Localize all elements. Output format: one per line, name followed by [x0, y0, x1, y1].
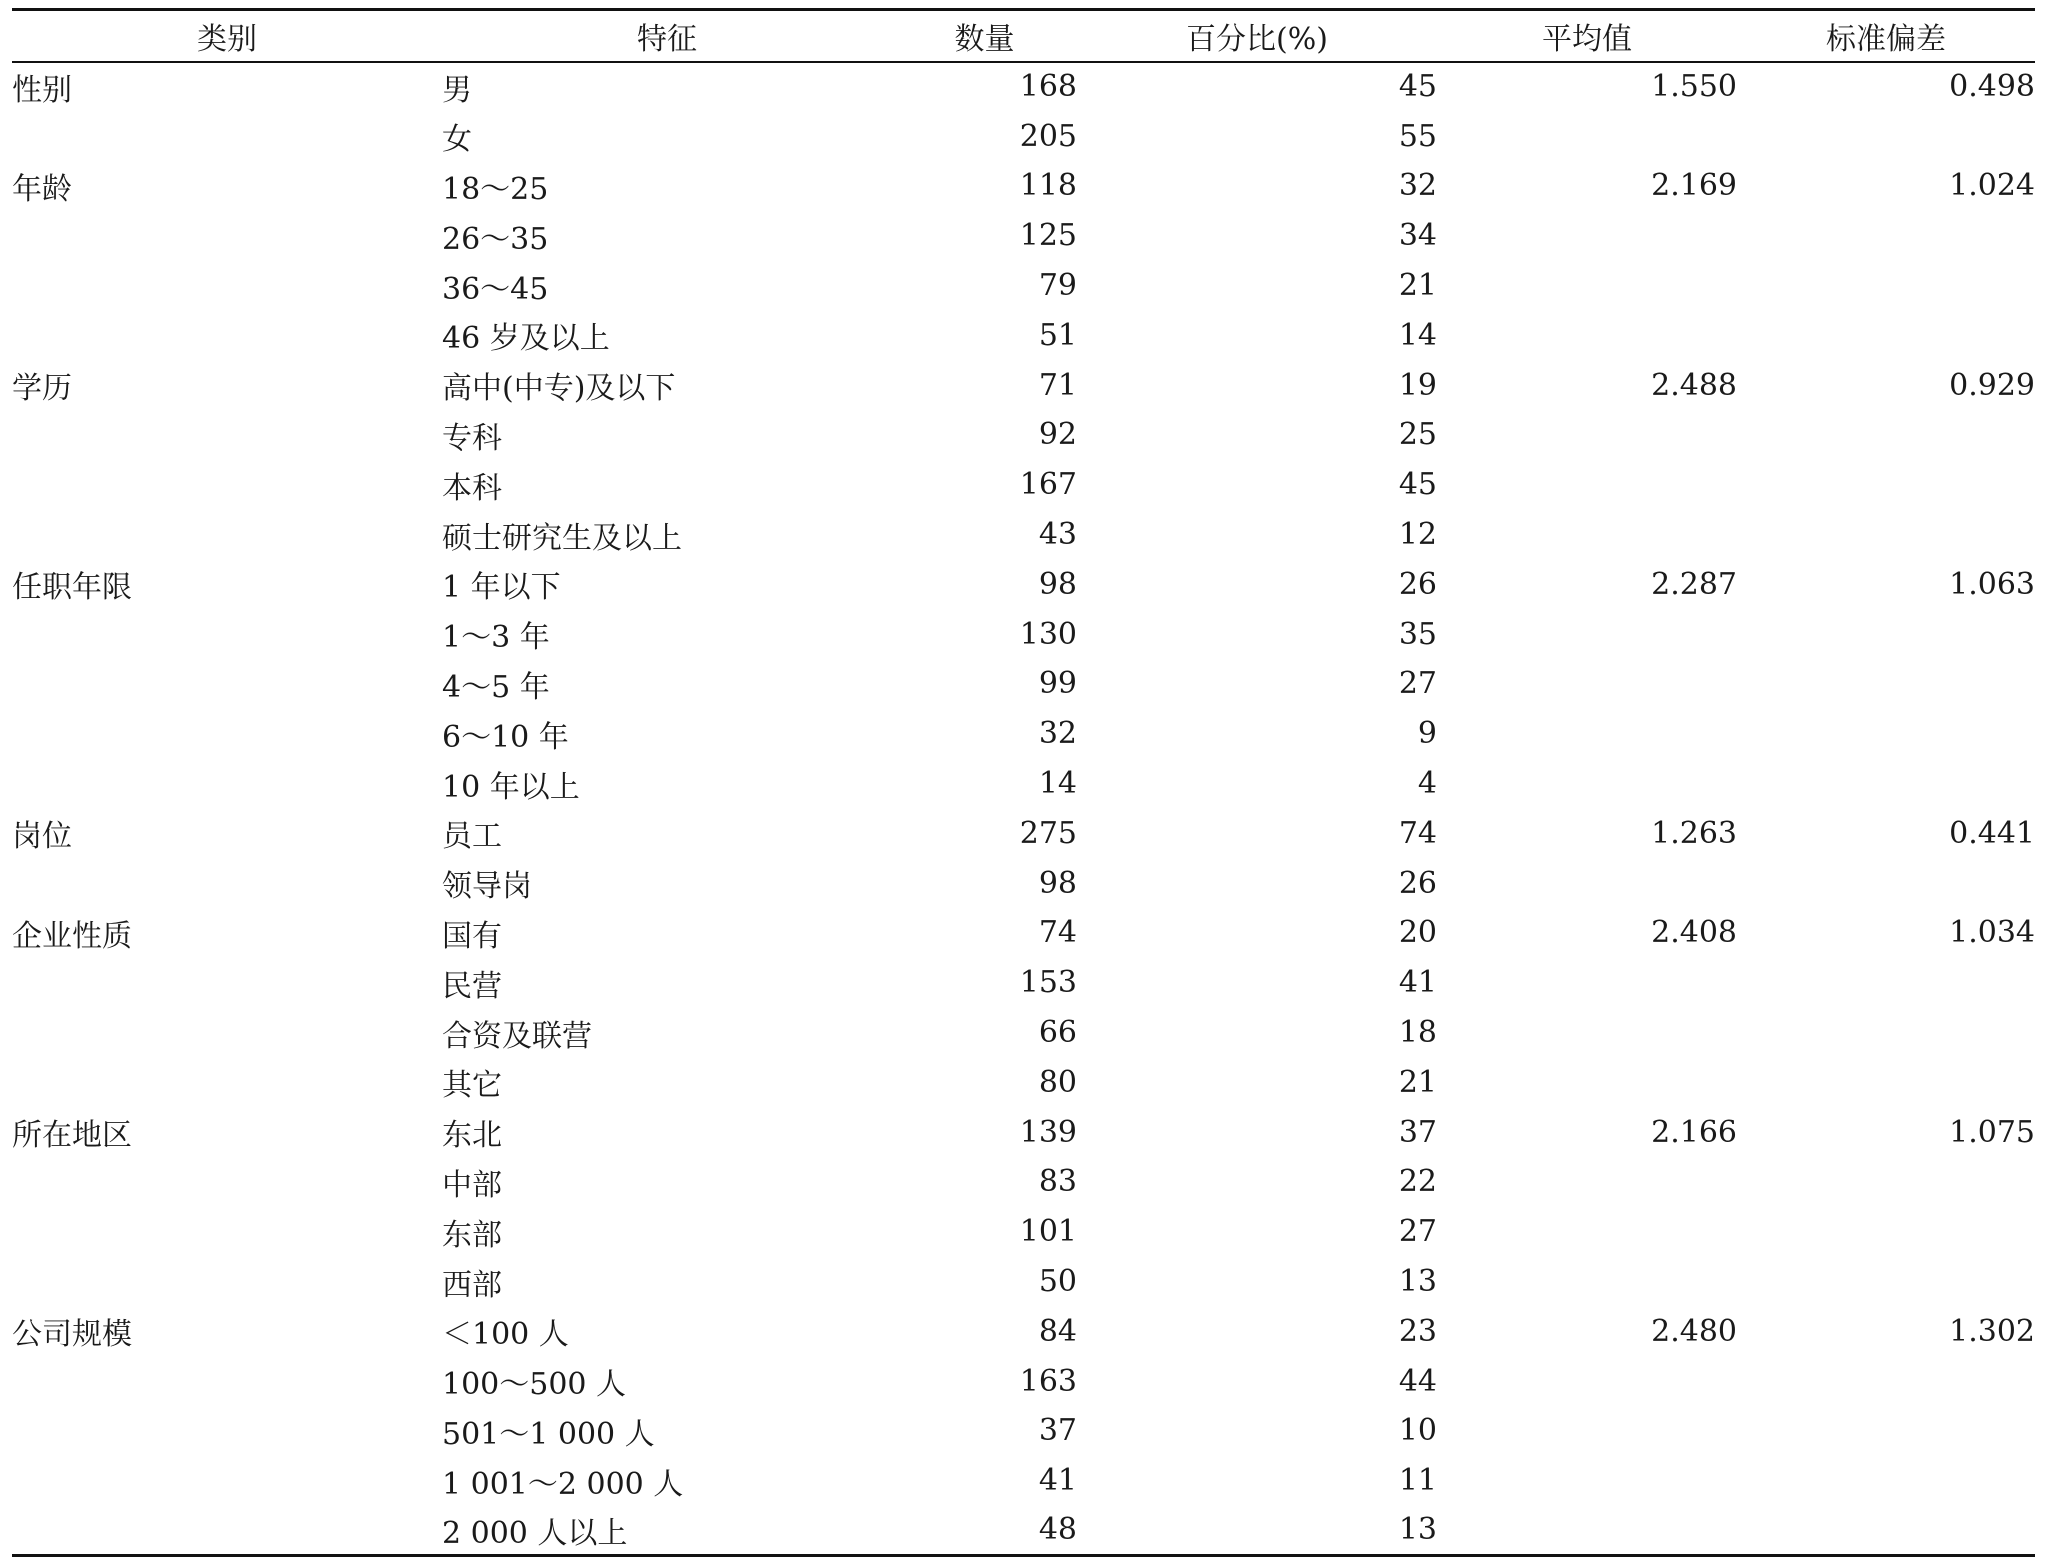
count-cell: 51: [1038, 317, 1077, 353]
feature-cell: 合资及联营: [442, 1018, 592, 1054]
statistics-table: [12, 8, 2035, 1557]
table-row: [12, 759, 2035, 809]
category-cell: 企业性质: [12, 918, 132, 954]
category-cell: 公司规模: [12, 1317, 132, 1353]
percent-cell: 13: [1077, 1506, 1437, 1556]
count-cell: 66: [1038, 1015, 1077, 1051]
feature-cell: 东北: [442, 1118, 502, 1154]
mean-cell: 2.488: [1651, 367, 1737, 403]
percent-cell: 22: [1398, 1164, 1437, 1200]
feature-cell: 1 年以下: [442, 570, 561, 606]
count-cell: 130: [1019, 616, 1077, 652]
category-cell: 性别: [12, 72, 72, 108]
mean-cell: [1437, 659, 1737, 709]
feature-cell: 36～45: [442, 271, 549, 307]
sd-cell: [1737, 1456, 2035, 1506]
count-cell: 98: [1038, 865, 1077, 901]
table-row: [12, 1107, 2035, 1157]
category-cell: [12, 709, 442, 759]
count-cell: 84: [1038, 1313, 1077, 1349]
table-row: [12, 958, 2035, 1008]
percent-cell: 9: [1417, 716, 1437, 752]
feature-cell: 民营: [442, 968, 502, 1004]
table-row: [12, 1008, 2035, 1058]
category-cell: 任职年限: [12, 570, 132, 606]
category-cell: [12, 609, 442, 659]
sd-cell: [1737, 510, 2035, 560]
table-row: [12, 62, 2035, 112]
mean-cell: 2.480: [1651, 1313, 1737, 1349]
feature-cell: 专科: [442, 420, 502, 456]
table-body: [12, 62, 2035, 1556]
mean-cell: [1437, 410, 1737, 460]
percent-cell: 41: [1398, 965, 1437, 1001]
sd-cell: [1737, 1506, 2035, 1556]
table-row: [12, 111, 2035, 161]
percent-cell: 21: [1398, 268, 1437, 304]
sd-cell: [1737, 858, 2035, 908]
category-cell: [12, 1057, 442, 1107]
category-cell: [12, 460, 442, 510]
header-mean: 平均值: [1437, 10, 1737, 62]
feature-cell: 女: [442, 122, 472, 158]
category-cell: [12, 1356, 442, 1406]
mean-cell: [1437, 211, 1737, 261]
feature-cell: 东部: [442, 1217, 502, 1253]
feature-cell: 领导岗: [442, 869, 532, 905]
table-row: [12, 510, 2035, 560]
sd-cell: [1737, 410, 2035, 460]
sd-cell: [1737, 958, 2035, 1008]
table-row: [12, 1157, 2035, 1207]
sd-cell: 0.498: [1949, 69, 2035, 105]
percent-cell: 27: [1398, 666, 1437, 702]
mean-cell: [1437, 111, 1737, 161]
count-cell: 37: [1038, 1413, 1077, 1449]
percent-cell: 13: [1398, 1264, 1437, 1300]
sd-cell: [1737, 709, 2035, 759]
sd-cell: [1737, 609, 2035, 659]
mean-cell: [1437, 1257, 1737, 1307]
category-cell: [12, 410, 442, 460]
mean-cell: [1437, 1008, 1737, 1058]
percent-cell: 44: [1398, 1363, 1437, 1399]
sd-cell: [1737, 310, 2035, 360]
feature-cell: 100～500 人: [442, 1367, 627, 1403]
percent-cell: 26: [1398, 865, 1437, 901]
table-row: [12, 908, 2035, 958]
sd-cell: 0.929: [1949, 367, 2035, 403]
mean-cell: 2.287: [1651, 566, 1737, 602]
percent-cell: 35: [1398, 616, 1437, 652]
mean-cell: [1437, 1506, 1737, 1556]
table-row: [12, 161, 2035, 211]
percent-cell: 74: [1398, 815, 1437, 851]
table-row: [12, 360, 2035, 410]
feature-cell: 西部: [442, 1267, 502, 1303]
feature-cell: 男: [442, 72, 472, 108]
sd-cell: 1.063: [1949, 566, 2035, 602]
sd-cell: [1737, 1057, 2035, 1107]
count-cell: 168: [1019, 69, 1077, 105]
count-cell: 50: [1038, 1264, 1077, 1300]
feature-cell: 46 岁及以上: [442, 321, 610, 357]
sd-cell: [1737, 759, 2035, 809]
table-row: [12, 1506, 2035, 1556]
feature-cell: 26～35: [442, 221, 549, 257]
feature-cell: 18～25: [442, 171, 549, 207]
table-row: [12, 1306, 2035, 1356]
table-row: [12, 1356, 2035, 1406]
category-cell: [12, 261, 442, 311]
count-cell: 101: [1019, 1214, 1077, 1250]
percent-cell: 34: [1398, 218, 1437, 254]
sd-cell: [1737, 460, 2035, 510]
count-cell: 118: [1019, 168, 1077, 204]
percent-cell: 11: [1398, 1463, 1437, 1499]
header-row: [12, 10, 2035, 62]
percent-cell: 45: [1398, 69, 1437, 105]
count-cell: 125: [1019, 218, 1077, 254]
header-category: 类别: [12, 10, 442, 62]
count-cell: 83: [1038, 1164, 1077, 1200]
sd-cell: [1737, 1406, 2035, 1456]
sd-cell: 1.302: [1949, 1313, 2035, 1349]
mean-cell: [1437, 1207, 1737, 1257]
category-cell: [12, 1157, 442, 1207]
count-cell: 74: [1038, 915, 1077, 951]
count-cell: 43: [1038, 517, 1077, 553]
header-count: 数量: [892, 10, 1077, 62]
mean-cell: [1437, 1157, 1737, 1207]
mean-cell: 1.550: [1651, 69, 1737, 105]
mean-cell: [1437, 310, 1737, 360]
mean-cell: [1437, 460, 1737, 510]
percent-cell: 32: [1398, 168, 1437, 204]
feature-cell: 其它: [442, 1068, 502, 1104]
mean-cell: 2.169: [1651, 168, 1737, 204]
percent-cell: 37: [1398, 1114, 1437, 1150]
mean-cell: [1437, 609, 1737, 659]
table-row: [12, 659, 2035, 709]
category-cell: [12, 1207, 442, 1257]
table-row: [12, 261, 2035, 311]
mean-cell: 2.166: [1651, 1114, 1737, 1150]
sd-cell: [1737, 111, 2035, 161]
sd-cell: 0.441: [1949, 815, 2035, 851]
feature-cell: 国有: [442, 918, 502, 954]
percent-cell: 25: [1398, 417, 1437, 453]
feature-cell: 1～3 年: [442, 620, 550, 656]
percent-cell: 20: [1398, 915, 1437, 951]
mean-cell: [1437, 261, 1737, 311]
header-feature: 特征: [442, 10, 892, 62]
count-cell: 205: [1019, 118, 1077, 154]
category-cell: [12, 510, 442, 560]
count-cell: 80: [1038, 1064, 1077, 1100]
percent-cell: 10: [1398, 1413, 1437, 1449]
table-row: [12, 858, 2035, 908]
count-cell: 99: [1038, 666, 1077, 702]
feature-cell: 硕士研究生及以上: [442, 520, 682, 556]
table-row: [12, 1207, 2035, 1257]
category-cell: 岗位: [12, 819, 72, 855]
sd-cell: 1.075: [1949, 1114, 2035, 1150]
table-row: [12, 410, 2035, 460]
category-cell: [12, 310, 442, 360]
category-cell: [12, 1406, 442, 1456]
category-cell: [12, 1456, 442, 1506]
sd-cell: [1737, 1008, 2035, 1058]
sd-cell: [1737, 211, 2035, 261]
category-cell: [12, 659, 442, 709]
sd-cell: 1.034: [1949, 915, 2035, 951]
feature-cell: 4～5 年: [442, 669, 550, 705]
count-cell: 167: [1019, 467, 1077, 503]
percent-cell: 45: [1398, 467, 1437, 503]
feature-cell: 1 001～2 000 人: [442, 1466, 684, 1502]
category-cell: [12, 211, 442, 261]
sd-cell: [1737, 1257, 2035, 1307]
sd-cell: [1737, 659, 2035, 709]
count-cell: 14: [1038, 766, 1077, 802]
table-row: [12, 1456, 2035, 1506]
mean-cell: [1437, 958, 1737, 1008]
mean-cell: [1437, 1456, 1737, 1506]
percent-cell: 19: [1398, 367, 1437, 403]
percent-cell: 14: [1398, 317, 1437, 353]
sd-cell: 1.024: [1949, 168, 2035, 204]
table-row: [12, 460, 2035, 510]
percent-cell: 21: [1398, 1064, 1437, 1100]
feature-cell: 中部: [442, 1167, 502, 1203]
table-row: [12, 609, 2035, 659]
category-cell: [12, 1257, 442, 1307]
table-row: [12, 310, 2035, 360]
count-cell: 71: [1038, 367, 1077, 403]
table-row: [12, 808, 2035, 858]
table-row: [12, 1057, 2035, 1107]
table-row: [12, 709, 2035, 759]
header-sd: 标准偏差: [1737, 10, 2035, 62]
category-cell: 学历: [12, 371, 72, 407]
category-cell: 年龄: [12, 171, 72, 207]
mean-cell: [1437, 759, 1737, 809]
count-cell: 275: [1019, 815, 1077, 851]
category-cell: [12, 759, 442, 809]
count-cell: 79: [1038, 268, 1077, 304]
percent-cell: 12: [1398, 517, 1437, 553]
count-cell: 41: [1038, 1463, 1077, 1499]
feature-cell: 6～10 年: [442, 719, 569, 755]
feature-cell: 2 000 人以上: [442, 1506, 892, 1556]
header-percent: 百分比(%): [1077, 10, 1437, 62]
percent-cell: 18: [1398, 1015, 1437, 1051]
feature-cell: ＜100 人: [442, 1317, 569, 1353]
sd-cell: [1737, 1157, 2035, 1207]
sd-cell: [1737, 261, 2035, 311]
category-cell: [12, 1008, 442, 1058]
mean-cell: [1437, 1057, 1737, 1107]
category-cell: 所在地区: [12, 1118, 132, 1154]
feature-cell: 高中(中专)及以下: [442, 371, 676, 407]
feature-cell: 本科: [442, 470, 502, 506]
table-row: [12, 1257, 2035, 1307]
mean-cell: [1437, 858, 1737, 908]
sd-cell: [1737, 1356, 2035, 1406]
percent-cell: 55: [1398, 118, 1437, 154]
table-row: [12, 211, 2035, 261]
count-cell: 32: [1038, 716, 1077, 752]
count-cell: 92: [1038, 417, 1077, 453]
feature-cell: 员工: [442, 819, 502, 855]
table-row: [12, 1406, 2035, 1456]
count-cell: 139: [1019, 1114, 1077, 1150]
mean-cell: [1437, 709, 1737, 759]
mean-cell: [1437, 510, 1737, 560]
mean-cell: 1.263: [1651, 815, 1737, 851]
category-cell: [12, 1506, 442, 1556]
category-cell: [12, 858, 442, 908]
sd-cell: [1737, 1207, 2035, 1257]
mean-cell: [1437, 1356, 1737, 1406]
mean-cell: [1437, 1406, 1737, 1456]
count-cell: 153: [1019, 965, 1077, 1001]
count-cell: 163: [1019, 1363, 1077, 1399]
percent-cell: 27: [1398, 1214, 1437, 1250]
category-cell: [12, 958, 442, 1008]
count-cell: 48: [892, 1506, 1077, 1556]
count-cell: 98: [1038, 566, 1077, 602]
feature-cell: 10 年以上: [442, 769, 580, 805]
percent-cell: 26: [1398, 566, 1437, 602]
mean-cell: 2.408: [1651, 915, 1737, 951]
table-row: [12, 559, 2035, 609]
feature-cell: 501～1 000 人: [442, 1416, 655, 1452]
table-header: [12, 10, 2035, 62]
percent-cell: 23: [1398, 1313, 1437, 1349]
category-cell: [12, 111, 442, 161]
percent-cell: 4: [1417, 766, 1437, 802]
